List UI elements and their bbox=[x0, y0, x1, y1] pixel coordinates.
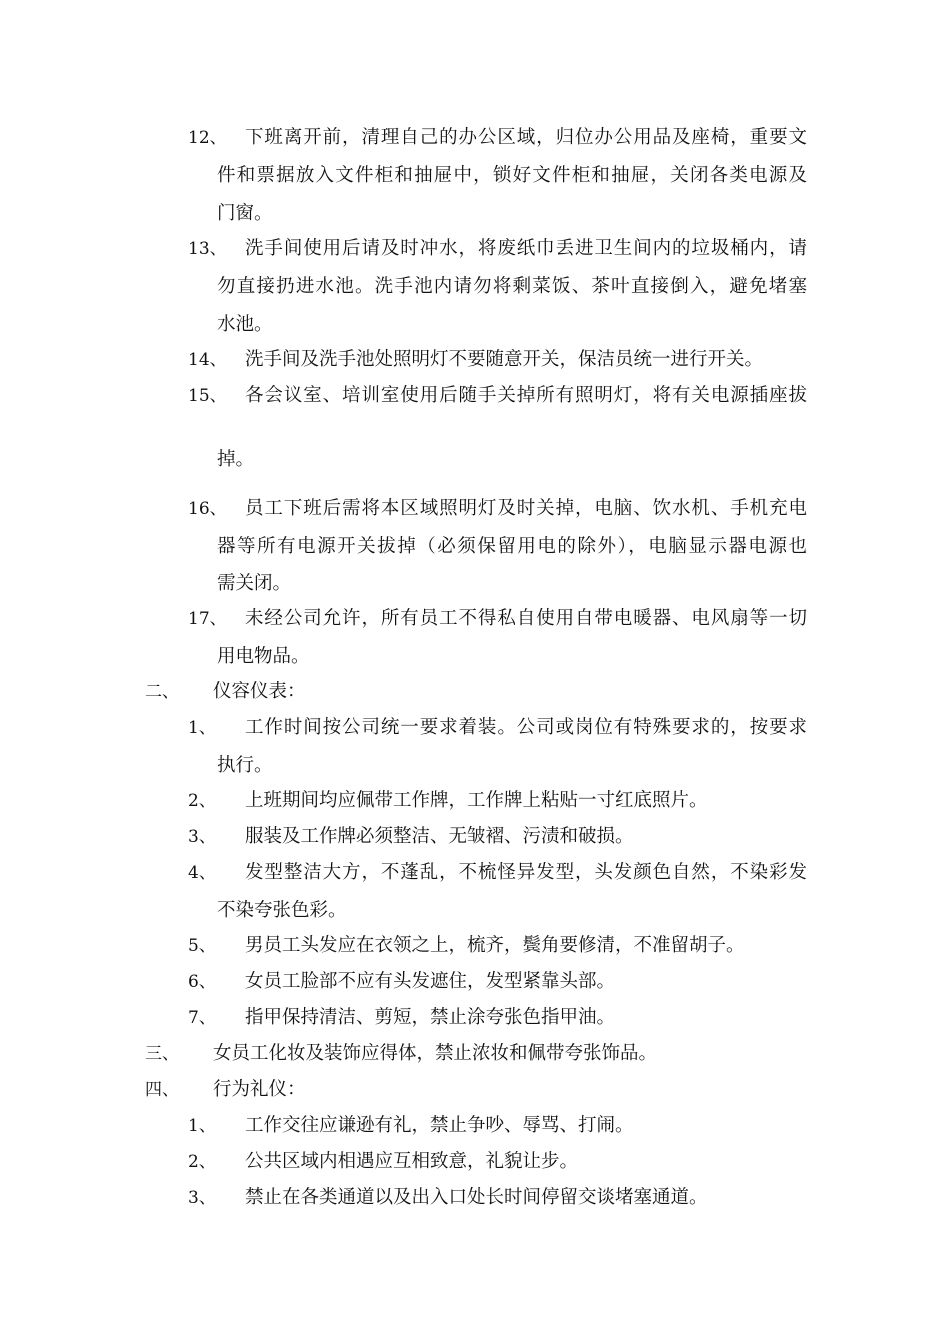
item-number: 2、 bbox=[188, 1152, 216, 1172]
item-text-line: 上班期间均应佩带工作牌，工作牌上粘贴一寸红底照片。 bbox=[245, 790, 708, 811]
item-text-line: 执行。 bbox=[217, 755, 273, 776]
section-number: 二、 bbox=[145, 682, 179, 702]
item-text-line: 掉。 bbox=[217, 449, 255, 470]
item-number: 6、 bbox=[188, 972, 216, 992]
item-text-line: 服装及工作牌必须整洁、无皱褶、污渍和破损。 bbox=[245, 826, 634, 847]
item-text-line: 员工下班后需将本区域照明灯及时关掉，电脑、饮水机、手机充电 bbox=[245, 498, 807, 519]
section-heading: 行为礼仪： bbox=[213, 1079, 306, 1100]
item-number: 13、 bbox=[188, 239, 227, 259]
item-text-line: 水池。 bbox=[217, 314, 273, 335]
item-text-line: 女员工脸部不应有头发遮住，发型紧靠头部。 bbox=[245, 971, 616, 992]
item-number: 3、 bbox=[188, 1188, 216, 1208]
item-number: 5、 bbox=[188, 936, 216, 956]
item-text-line: 需关闭。 bbox=[217, 573, 292, 594]
item-text-line: 发型整洁大方，不蓬乱，不梳怪异发型，头发颜色自然，不染彩发 bbox=[245, 862, 807, 883]
item-text-line: 工作时间按公司统一要求着装。公司或岗位有特殊要求的，按要求 bbox=[245, 717, 807, 738]
item-number: 1、 bbox=[188, 718, 216, 738]
item-text-line: 禁止在各类通道以及出入口处长时间停留交谈堵塞通道。 bbox=[245, 1187, 708, 1208]
section-heading: 女员工化妆及装饰应得体，禁止浓妆和佩带夸张饰品。 bbox=[213, 1043, 658, 1064]
item-text-line: 公共区域内相遇应互相致意，礼貌让步。 bbox=[245, 1151, 579, 1172]
section-heading: 仪容仪表： bbox=[213, 681, 306, 702]
item-text-line: 勿直接扔进水池。洗手池内请勿将剩菜饭、茶叶直接倒入，避免堵塞 bbox=[217, 276, 807, 297]
item-number: 3、 bbox=[188, 827, 216, 847]
item-number: 17、 bbox=[188, 609, 227, 629]
item-text-line: 洗手间使用后请及时冲水，将废纸巾丢进卫生间内的垃圾桶内，请 bbox=[245, 238, 807, 259]
item-text-line: 器等所有电源开关拔掉（必须保留用电的除外），电脑显示器电源也 bbox=[217, 536, 807, 557]
section-number: 四、 bbox=[145, 1080, 179, 1100]
item-text-line: 下班离开前，清理自己的办公区域，归位办公用品及座椅，重要文 bbox=[245, 127, 807, 148]
item-number: 14、 bbox=[188, 350, 227, 370]
item-number: 15、 bbox=[188, 386, 227, 406]
item-number: 1、 bbox=[188, 1116, 216, 1136]
item-text-line: 用电物品。 bbox=[217, 646, 310, 667]
item-text-line: 不染夸张色彩。 bbox=[217, 900, 347, 921]
item-number: 7、 bbox=[188, 1008, 216, 1028]
item-text-line: 未经公司允许，所有员工不得私自使用自带电暖器、电风扇等一切 bbox=[245, 608, 807, 629]
item-text-line: 工作交往应谦逊有礼，禁止争吵、辱骂、打闹。 bbox=[245, 1115, 634, 1136]
item-text-line: 件和票据放入文件柜和抽屉中，锁好文件柜和抽屉，关闭各类电源及 bbox=[217, 165, 807, 186]
item-number: 4、 bbox=[188, 863, 216, 883]
item-text-line: 指甲保持清洁、剪短，禁止涂夸张色指甲油。 bbox=[245, 1007, 616, 1028]
item-number: 2、 bbox=[188, 791, 216, 811]
item-text-line: 各会议室、培训室使用后随手关掉所有照明灯，将有关电源插座拔 bbox=[245, 385, 807, 406]
item-number: 16、 bbox=[188, 499, 227, 519]
item-number: 12、 bbox=[188, 128, 227, 148]
item-text-line: 男员工头发应在衣领之上，梳齐，鬓角要修清，不准留胡子。 bbox=[245, 935, 745, 956]
item-text-line: 门窗。 bbox=[217, 203, 273, 224]
item-text-line: 洗手间及洗手池处照明灯不要随意开关，保洁员统一进行开关。 bbox=[245, 349, 764, 370]
section-number: 三、 bbox=[145, 1044, 179, 1064]
